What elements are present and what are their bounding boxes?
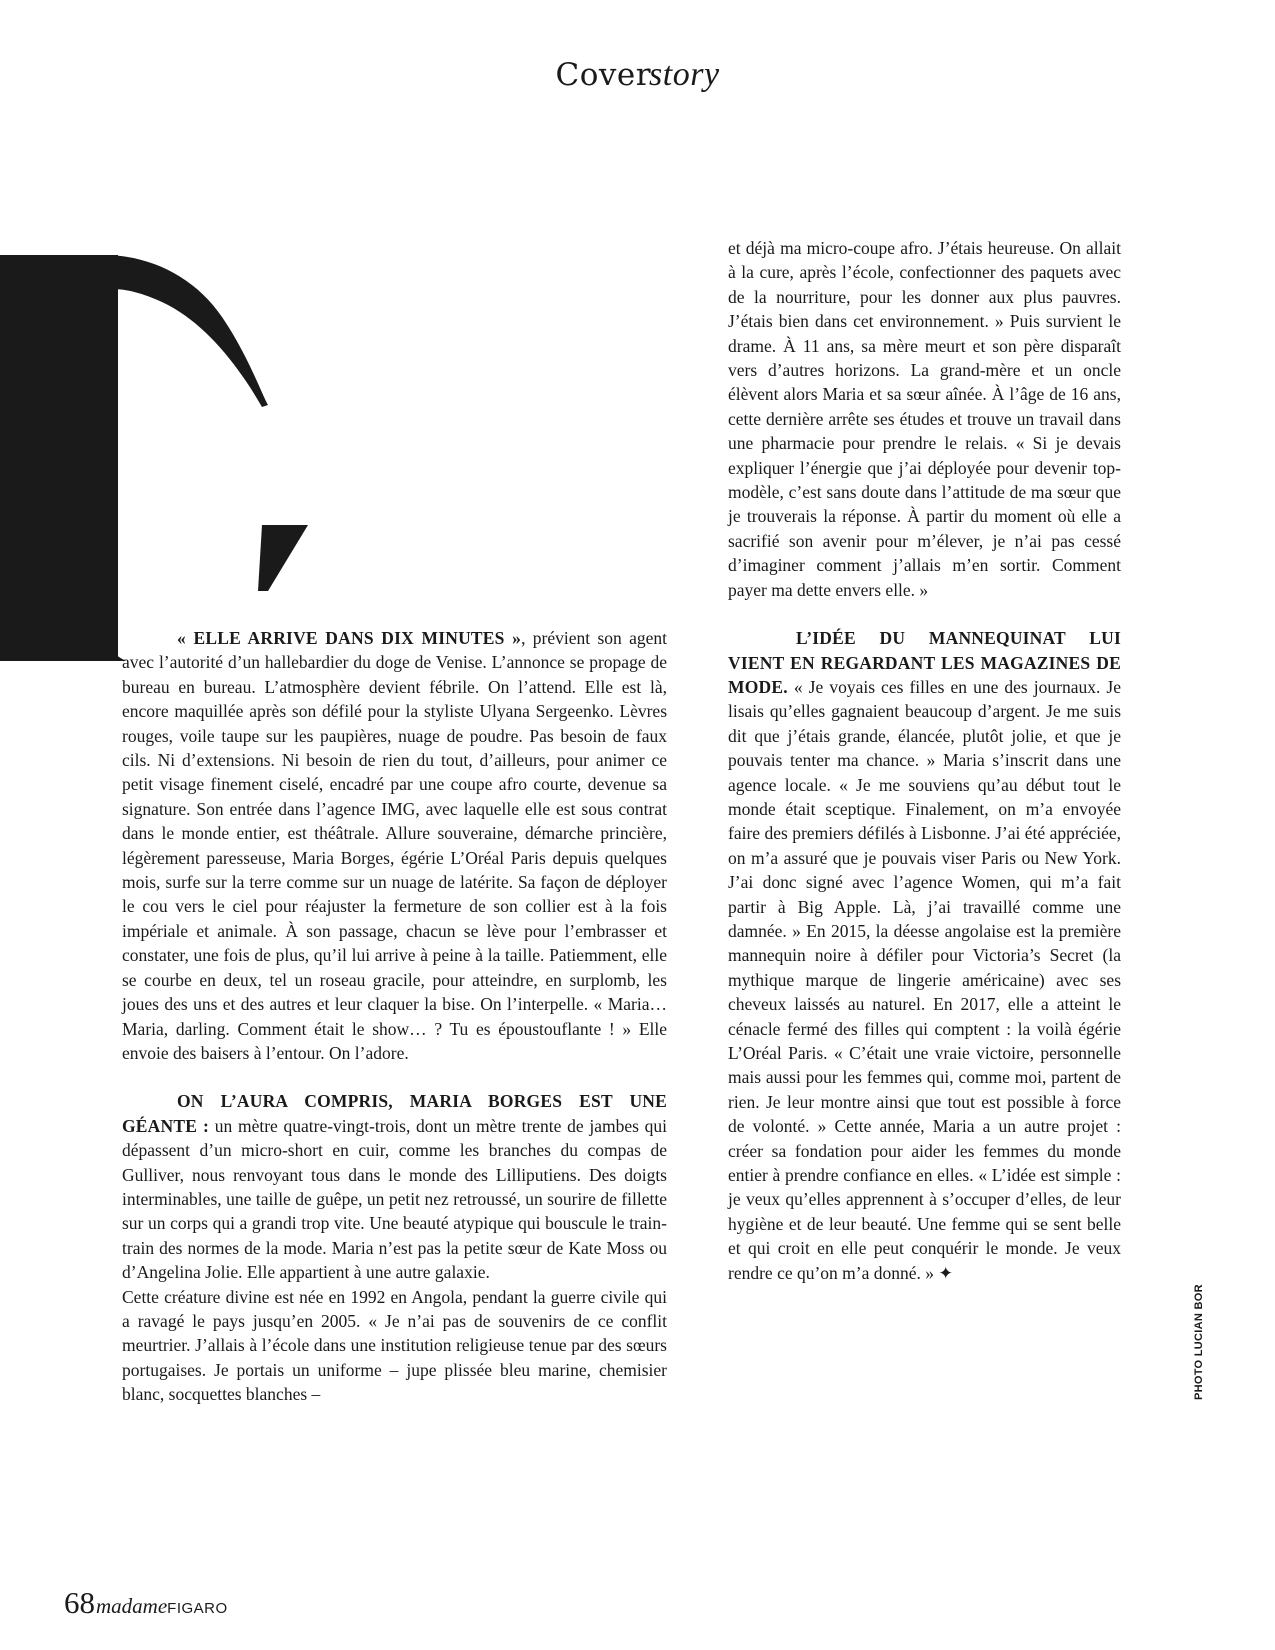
paragraph-text: , prévient son agent avec l’autorité d’un hallebardier du doge de Venise. L’annonce se propage de bureau en bureau. L’atmosphère devient fébrile. On l’attend. Elle est là, encore maquillée après son défilé pour la styliste Ulyana Sergeenko. Lèvres rouges, voile taupe sur les paupières, nuage de poudre. Pas besoin de faux cils. Ni d’extensions. Ni besoin de rien du tout, d’ailleurs, pour animer ce petit visage finement ciselé, encadré par une coupe afro courte, devenue sa signature. Son entrée dans l’agence IMG, avec laquelle elle est sous contrat dans le monde entier, est théâtrale. Allure souveraine, démarche princière, légèrement paresseuse, Maria Borges, égérie L’Oréal Paris depuis quelques mois, surfe sur la terre comme sur un nuage de latérite. Sa façon de déployer le cou vers le ciel pour réajuster la fermeture de son collier est à la fois impériale et animale. À son passage, chacun se lève pour l’embrasser et constater, une fois de plus, qu’il lui arrive à peine à la taille. Patiemment, elle se courbe en deux, tel un roseau gracile, pour atteindre, en surplomb, les joues des uns et des autres et leur claquer la bise. On l’interpelle. « Maria… Maria, darling. Comment était le show… ? Tu es époustouflante ! » Elle envoie des baisers à l’entour. On l’adore. — [122, 628, 667, 1063]
magazine-name: madame — [96, 1594, 168, 1618]
article-paragraph — [122, 626, 667, 1065]
article-paragraph — [728, 236, 1121, 602]
article-column-left — [122, 626, 667, 1407]
article-column-right — [728, 236, 1121, 1285]
article-paragraph — [122, 1089, 667, 1284]
paragraph-lead-in: ON L’AURA COMPRIS, MARIA BORGES EST UNE GÉANTE : — [122, 1091, 667, 1136]
paragraph-lead-in: L’IDÉE DU MANNEQUINAT LUI VIENT EN REGARDANT LES MAGAZINES DE MODE. — [728, 628, 1121, 697]
photo-credit: PHOTO LUCIAN BOR — [1193, 1284, 1205, 1400]
paragraph-text: Cette créature divine est née en 1992 en Angola, pendant la guerre civile qui a ravagé le pays jusqu’en 2005. « Je n’ai pas de souvenirs de ce conflit meurtrier. J’allais à l’école dans une institution religieuse tenue par des sœurs portugaises. Je portais un uniforme – jupe plissée bleu marine, chemisier blanc, socquettes blanches – — [122, 1286, 667, 1405]
magazine-brand: FIGARO — [167, 1600, 228, 1617]
page-footer — [64, 1585, 228, 1621]
paragraph-text: et déjà ma micro-coupe afro. J’étais heureuse. On allait à la cure, après l’école, confectionner des paquets avec de la nourriture, pour les donner aux plus pauvres. J’étais bien dans cet environnement. » Puis survient le drame. À 11 ans, sa mère meurt et son père disparaît vers d’autres horizons. La grand-mère et un oncle élèvent alors Maria et sa sœur aînée. À l’âge de 16 ans, cette dernière arrête ses études et trouve un travail dans une pharmacie pour prendre le relais. « Si je devais expliquer l’énergie que j’ai déployée pour devenir top-modèle, c’est sans doute dans l’attitude de ma sœur que je trouverais la réponse. À partir du moment où elle a sacrifié son avenir pour m’élever, je n’ai pas cessé d’imaginer comment j’allais m’en sortir. Comment payer ma dette envers elle. » — [728, 238, 1121, 600]
paragraph-lead-in: « ELLE ARRIVE DANS DIX MINUTES » — [177, 628, 522, 648]
section-title-word: Cover — [555, 57, 652, 93]
page-number: 68 — [64, 1585, 95, 1620]
section-title-italic: story — [649, 56, 720, 93]
dropcap-letter-e — [0, 255, 320, 670]
paragraph-text: « Je voyais ces filles en une des journaux. Je lisais qu’elles gagnaient beaucoup d’argent. Je me suis dit que j’étais grande, élancée, plutôt jolie, et que je pouvais tenter ma chance. » Maria s’inscrit dans une agence locale. « Je me souviens qu’au début tout le monde était sceptique. Finalement, on m’a envoyée faire des premiers défilés à Lisbonne. J’ai été appréciée, on m’a assuré que je pouvais viser Paris ou New York. J’ai donc signé avec l’agence Women, qui m’a fait partir à Big Apple. Là, j’ai travaillé comme une damnée. » En 2015, la déesse angolaise est la première mannequin noire à défiler pour Victoria’s Secret (la mythique marque de lingerie américaine) avec ses cheveux laissés au naturel. En 2017, elle a atteint le cénacle fermé des filles qui comptent : la voilà égérie L’Oréal Paris. « C’était une vraie victoire, personnelle mais aussi pour les femmes qui, comme moi, partent de rien. Je leur montre ainsi que tout est possible à force de volonté. » Cette année, Maria a un autre projet : créer sa fondation pour aider les femmes du monde entier à prendre confiance en elles. « L’idée est simple : je veux qu’elles apprennent à s’occuper d’elles, de leur hygiène et de leur beauté. Une femme qui se sent belle et qui croit en elle peut conquérir le monde. Je veux rendre ce qu’on m’a donné. » ✦ — [728, 676, 1121, 1283]
section-title — [0, 56, 1275, 94]
article-paragraph — [122, 1285, 667, 1407]
article-paragraph — [728, 626, 1121, 1285]
paragraph-text: un mètre quatre-vingt-trois, dont un mètre trente de jambes qui dépassent d’un micro-short en cuir, comme les branches du compas de Gulliver, nous renvoyant tous dans le monde des Lilliputiens. Des doigts interminables, une taille de guêpe, un petit nez retroussé, un sourire de fillette sur un corps qui a grandi trop vite. Une beauté atypique qui bouscule le train-train des normes de la mode. Maria n’est pas la petite sœur de Kate Moss ou d’Angelina Jolie. Elle appartient à une autre galaxie. — [122, 1115, 667, 1283]
